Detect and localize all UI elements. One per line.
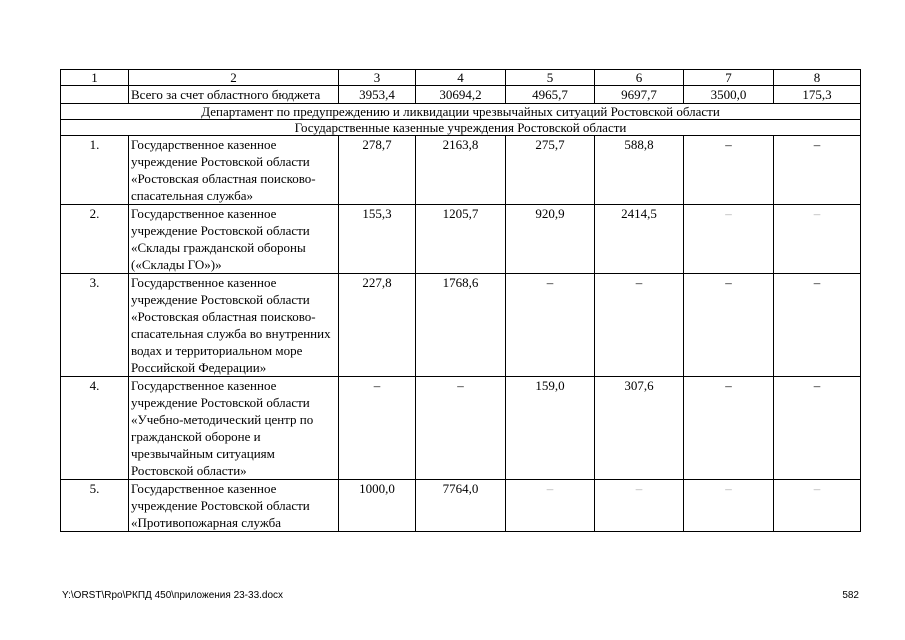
row-number: 2. (61, 205, 129, 274)
value-cell: – (684, 136, 774, 205)
value-cell: 7764,0 (416, 480, 506, 532)
value-cell: – (684, 480, 774, 532)
value-cell: – (774, 377, 861, 480)
value-cell: – (506, 480, 595, 532)
department-title: Департамент по предупреждению и ликвидации чрезвычайных ситуаций Ростовской области (61, 104, 861, 120)
table-row (61, 205, 861, 274)
value-cell: 2414,5 (595, 205, 684, 274)
page-number: 582 (842, 590, 859, 601)
value-cell: 920,9 (506, 205, 595, 274)
total-value: 175,3 (774, 86, 861, 104)
value-cell: – (774, 274, 861, 377)
total-value: 30694,2 (416, 86, 506, 104)
column-header: 7 (684, 70, 774, 86)
row-number: 5. (61, 480, 129, 532)
table-row (61, 480, 861, 532)
value-cell: – (774, 480, 861, 532)
value-cell: 155,3 (339, 205, 416, 274)
column-header: 3 (339, 70, 416, 86)
value-cell: – (595, 480, 684, 532)
column-header: 2 (129, 70, 339, 86)
value-cell: 1768,6 (416, 274, 506, 377)
column-header: 4 (416, 70, 506, 86)
value-cell: – (506, 274, 595, 377)
value-cell: 278,7 (339, 136, 416, 205)
value-cell: – (684, 205, 774, 274)
institution-name: Государственное казенное учреждение Ростовской области «Склады гражданской обороны («Склады ГО»)» (129, 205, 339, 274)
value-cell: – (684, 377, 774, 480)
value-cell: – (684, 274, 774, 377)
column-header: 1 (61, 70, 129, 86)
institutions-title: Государственные казенные учреждения Ростовской области (61, 120, 861, 136)
department-row (61, 104, 861, 120)
page-bottom-margin (0, 578, 905, 640)
budget-table (60, 69, 861, 532)
value-cell: 227,8 (339, 274, 416, 377)
value-cell: 159,0 (506, 377, 595, 480)
table-row (61, 274, 861, 377)
row-number: 3. (61, 274, 129, 377)
row-number: 4. (61, 377, 129, 480)
total-value: 3953,4 (339, 86, 416, 104)
value-cell: – (595, 274, 684, 377)
value-cell: – (774, 136, 861, 205)
column-numbers-row (61, 70, 861, 86)
value-cell: 1205,7 (416, 205, 506, 274)
total-value: 4965,7 (506, 86, 595, 104)
table-row (61, 136, 861, 205)
total-value: 3500,0 (684, 86, 774, 104)
value-cell: 2163,8 (416, 136, 506, 205)
total-label: Всего за счет областного бюджета (129, 86, 339, 104)
institution-name: Государственное казенное учреждение Ростовской области «Ростовская областная поисково-спасательная служба во внутренних водах и территориальном море Российской Федерации» (129, 274, 339, 377)
institutions-header-row (61, 120, 861, 136)
row-number: 1. (61, 136, 129, 205)
total-num-cell (61, 86, 129, 104)
column-header: 8 (774, 70, 861, 86)
value-cell: 588,8 (595, 136, 684, 205)
total-value: 9697,7 (595, 86, 684, 104)
value-cell: – (774, 205, 861, 274)
footer-file-path: Y:\ORST\Rpo\РКПД 450\приложения 23-33.docx (62, 590, 284, 601)
value-cell: 275,7 (506, 136, 595, 205)
value-cell: – (416, 377, 506, 480)
value-cell: 307,6 (595, 377, 684, 480)
value-cell: – (339, 377, 416, 480)
value-cell: 1000,0 (339, 480, 416, 532)
institution-name: Государственное казенное учреждение Ростовской области «Противопожарная служба (129, 480, 339, 532)
table-row (61, 377, 861, 480)
institution-name: Государственное казенное учреждение Ростовской области «Ростовская областная поисково-спасательная служба» (129, 136, 339, 205)
column-header: 6 (595, 70, 684, 86)
total-row (61, 86, 861, 104)
column-header: 5 (506, 70, 595, 86)
institution-name: Государственное казенное учреждение Ростовской области «Учебно-методический центр по гражданской обороне и чрезвычайным ситуациям Ростовской области» (129, 377, 339, 480)
